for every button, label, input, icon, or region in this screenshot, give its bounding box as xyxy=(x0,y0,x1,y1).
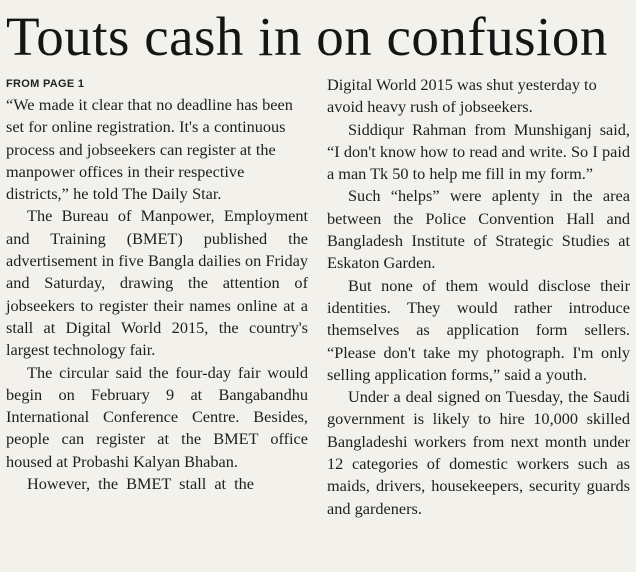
column-left xyxy=(6,74,308,495)
paragraph: However, the BMET stall at the xyxy=(27,474,255,494)
paragraph: Siddiqur Rahman from Munshiganj said, “I don't know how to read and write. So I paid a man Tk 50 to help me fill in my form.” xyxy=(327,119,630,184)
headline: Touts cash in on confusion xyxy=(6,6,608,67)
paragraph: “We made it clear that no deadline has been set for online registration. It's a continuous process and jobseekers can register at the manpower offices in their respective districts,” he told The Daily Star. xyxy=(6,95,293,204)
paragraph: Under a deal signed on Tuesday, the Saudi government is likely to hire 10,000 skilled Bangladeshi workers from next month under 12 categories of domestic workers such as maids, drivers, housekeepers, security guards and gardeners. xyxy=(327,387,630,518)
paragraph: The circular said the four-day fair would begin on February 9 at Bangabandhu International Conference Centre. Besides, people can register at the BMET office housed at Probashi Kalyan Bhaban. xyxy=(6,362,308,471)
dateline: FROM PAGE 1 xyxy=(6,78,85,90)
paragraph: The Bureau of Manpower, Employment and Training (BMET) published the advertisement in five Bangla dailies on Friday and Saturday, drawing the attention of jobseekers to register their names online at a stall at Digital World 2015, the country's largest technology fair. xyxy=(6,206,308,360)
paragraph: Digital World 2015 was shut yesterday to avoid heavy rush of jobseekers. xyxy=(327,75,597,117)
paragraph: But none of them would disclose their identities. They would rather introduce themselves as application form sellers. “Please don't take my photograph. I'm only selling application forms,” said a youth. xyxy=(327,275,630,384)
paragraph: Such “helps” were aplenty in the area between the Police Convention Hall and Bangladesh Institute of Strategic Studies at Eskaton Garden. xyxy=(327,186,630,273)
column-right xyxy=(327,74,630,520)
